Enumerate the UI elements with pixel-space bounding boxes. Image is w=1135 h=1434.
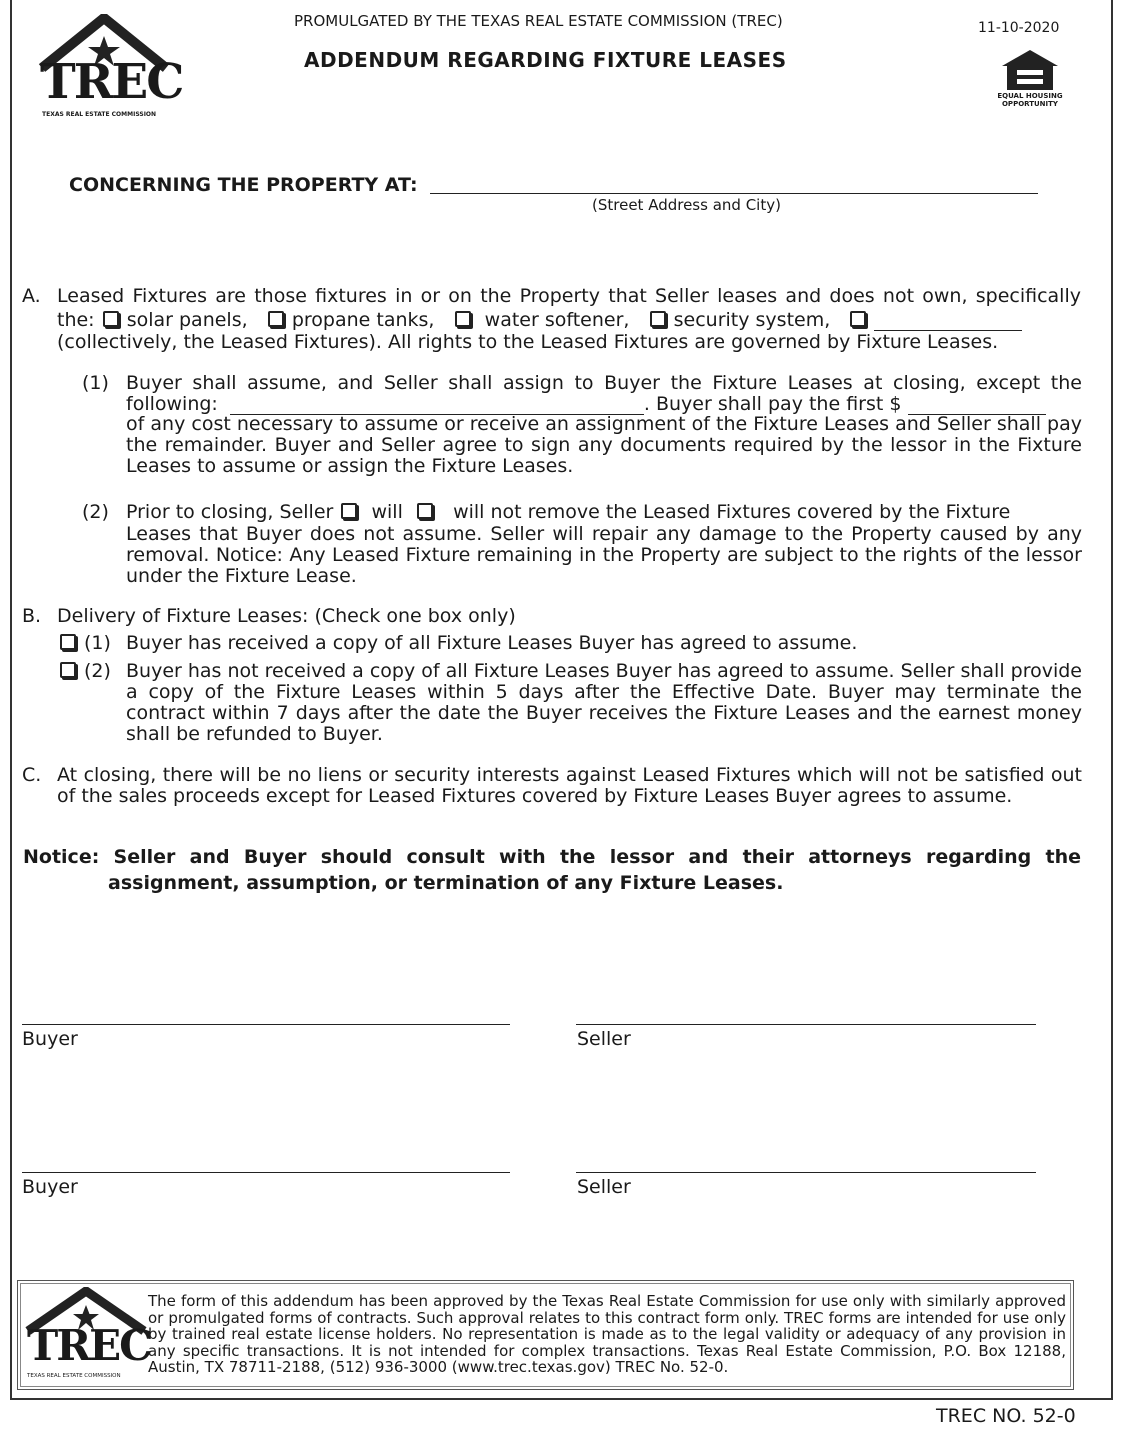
b2-text: Buyer has not received a copy of all Fixture Leases Buyer has agreed to assume. Seller shall provide a copy of the Fixture Leases within 5 days after the Effective Date. Buyer may terminate the contract within 7 days after the date the Buyer receives the Fixture Leases and the earnest money shall be refunded to Buyer. [126,660,1082,745]
propane-tanks-label: propane tanks, [291,309,435,331]
buyer-label-2: Buyer [22,1176,78,1198]
form-number: TREC NO. 52-0 [936,1405,1076,1427]
buyer-signature-line-2[interactable] [22,1172,510,1173]
b1-checkbox[interactable] [60,634,76,650]
seller-label-1: Seller [577,1028,631,1050]
a2-start: Prior to closing, Seller [126,501,334,523]
a1-line1: Buyer shall assume, and Seller shall assign to Buyer the Fixture Leases at closing, except the [126,372,1082,394]
seller-signature-line-1[interactable] [576,1024,1036,1025]
a2-rest: Leases that Buyer does not assume. Seller will repair any damage to the Property caused by any removal. Notice: Any Leased Fixture remaining in the Property are subject to the rights of the lessor under the Fixture Lease. [126,523,1082,587]
a1-marker: (1) [82,372,109,394]
footer-box [17,1280,1074,1390]
a2-will: will [371,501,403,523]
a1-line2 [126,394,1082,415]
security-system-label: security system, [673,309,831,331]
solar-panels-checkbox[interactable] [103,311,119,327]
other-fixture-field[interactable] [874,312,1022,331]
notice-label: Notice: [23,846,100,868]
b1-text: Buyer has received a copy of all Fixture Leases Buyer has agreed to assume. [126,632,858,654]
trec-logo-text: TREC [40,54,183,110]
section-b-heading: Delivery of Fixture Leases: (Check one box only) [57,605,516,627]
b1-marker: (1) [84,632,111,654]
solar-panels-label: solar panels, [126,309,248,331]
footer-trec-logo-text: TREC [27,1321,151,1370]
propane-tanks-checkbox[interactable] [268,311,284,327]
other-fixture-checkbox[interactable] [850,311,866,327]
a2-will-not: will not remove the Leased Fixtures covered by the Fixture [453,501,1011,523]
a1-rest: of any cost necessary to assume or receive an assignment of the Fixture Leases and Seller shall pay the remainder. Buyer and Seller agree to sign any documents required by the lessor in the Fixture Leases to assume or assign the Fixture Leases. [126,413,1082,477]
footer-trec-logo-subtext: TEXAS REAL ESTATE COMMISSION [27,1373,121,1379]
water-softener-checkbox[interactable] [455,311,471,327]
b2-checkbox[interactable] [60,662,76,678]
notice-text-line1: Seller and Buyer should consult with the lessor and their attorneys regarding the [113,846,1081,868]
property-address-field[interactable] [430,192,1038,194]
section-c-marker: C. [22,764,42,786]
seller-will-not-remove-checkbox[interactable] [417,503,433,519]
seller-will-remove-checkbox[interactable] [341,503,357,519]
security-system-checkbox[interactable] [650,311,666,327]
seller-label-2: Seller [577,1176,631,1198]
section-a-line1: Leased Fixtures are those fixtures in or on the Property that Seller leases and does not own, specifically [57,285,1081,307]
equal-housing-logo [990,48,1070,110]
a2-line1 [126,502,1082,523]
page-title: ADDENDUM REGARDING FIXTURE LEASES [304,48,787,72]
property-label: CONCERNING THE PROPERTY AT: [69,174,418,196]
section-a-line3: (collectively, the Leased Fixtures). All rights to the Leased Fixtures are governed by Fixture Leases. [57,331,999,353]
trec-logo [36,14,183,120]
promulgated-text: PROMULGATED BY THE TEXAS REAL ESTATE COMMISSION (TREC) [294,12,783,30]
seller-signature-line-2[interactable] [576,1172,1036,1173]
buyer-signature-line-1[interactable] [22,1024,510,1025]
water-softener-label: water softener, [484,309,630,331]
section-a-the: the: [57,309,95,331]
notice-line2: assignment, assumption, or termination of any Fixture Leases. [108,872,784,894]
eho-line1: EQUAL HOUSING [997,92,1063,100]
form-date: 11-10-2020 [978,20,1060,36]
buyer-label-1: Buyer [22,1028,78,1050]
a1-pay-text: . Buyer shall pay the first $ [643,393,902,415]
section-b-marker: B. [22,605,42,627]
equal-housing-icon [990,48,1070,92]
property-sublabel: (Street Address and City) [592,196,781,214]
footer-text: The form of this addendum has been approved by the Texas Real Estate Commission for use only with similarly approved or promulgated forms of contracts. Such approval relates to this contract form only. TREC forms are intended for use only by trained real estate license holders. No representation is made as to the legal validity or adequacy of any provision in any specific transactions. It is not intended for complex transactions. Texas Real Estate Commission, P.O. Box 12188, Austin, TX 78711-2188, (512) 936-3000 (www.trec.texas.gov) TREC No. 52-0. [148,1292,1066,1376]
section-a-options [57,310,1081,331]
eho-line2: OPPORTUNITY [1001,100,1058,108]
b2-marker: (2) [84,660,111,682]
trec-logo-subtext: TEXAS REAL ESTATE COMMISSION [42,111,157,118]
a2-marker: (2) [82,501,109,523]
a1-following: following: [126,393,218,415]
section-a-marker: A. [22,285,41,307]
section-c-text: At closing, there will be no liens or security interests against Leased Fixtures which will not be satisfied out of the sales proceeds except for Leased Fixtures covered by Fixture Leases Buyer agrees to assume. [57,764,1082,807]
notice-line1 [23,846,1081,868]
footer-trec-logo [24,1287,151,1385]
